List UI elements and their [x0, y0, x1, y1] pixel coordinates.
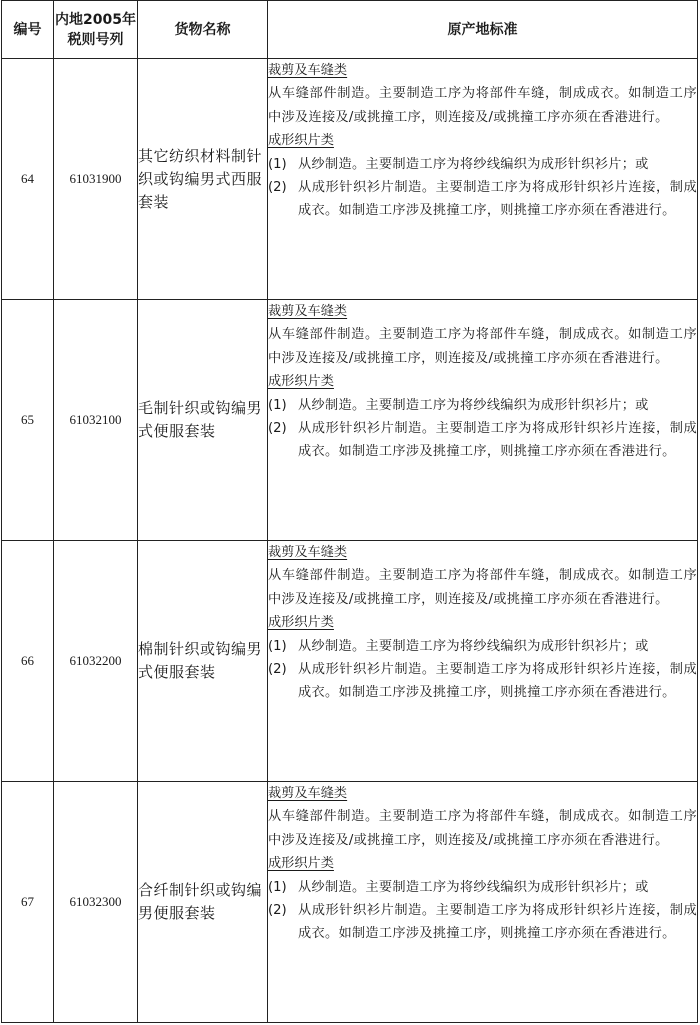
header-tariff-code-line1: 内地2005年	[55, 11, 136, 28]
row-tariff-code: 61032200	[54, 541, 138, 782]
cut-sew-title: 裁剪及车缝类	[268, 545, 348, 560]
cut-sew-text: 从车缝部件制造。主要制造工序为将部件车缝，制成成衣。如制造工序中涉及连接及/或挑撞工序，则连接及/或挑撞工序亦须在香港进行。	[268, 327, 697, 366]
knit-item-1	[268, 153, 697, 176]
row-origin-standard	[268, 541, 698, 782]
cut-sew-text: 从车缝部件制造。主要制造工序为将部件车缝，制成成衣。如制造工序中涉及连接及/或挑撞工序，则连接及/或挑撞工序亦须在香港进行。	[268, 568, 697, 607]
knit-item-2-text: 从成形针织衫片制造。主要制造工序为将成形针织衫片连接，制成成衣。如制造工序涉及挑撞工序，则挑撞工序亦须在香港进行。	[298, 662, 697, 701]
table-row	[2, 541, 698, 782]
knit-item-1-text: 从纱制造。主要制造工序为将纱线编织为成形针织衫片；或	[298, 638, 649, 654]
knit-item-2-text: 从成形针织衫片制造。主要制造工序为将成形针织衫片连接，制成成衣。如制造工序涉及挑撞工序，则挑撞工序亦须在香港进行。	[298, 180, 697, 219]
knit-item-1	[268, 876, 697, 899]
row-number: 66	[2, 541, 54, 782]
knit-panel-title: 成形织片类	[268, 133, 334, 149]
row-goods-name: 毛制针织或钩编男式便服套装	[138, 300, 268, 541]
row-goods-name: 其它纺织材料制针织或钩编男式西服套装	[138, 59, 268, 300]
cut-sew-title: 裁剪及车缝类	[268, 304, 348, 319]
origin-standards-table	[1, 0, 698, 1023]
knit-item-2	[268, 417, 697, 464]
row-tariff-code: 61032100	[54, 300, 138, 541]
knit-item-1-number: (1)	[268, 638, 287, 654]
knit-item-2-number: (2)	[268, 662, 287, 678]
knit-item-1	[268, 635, 697, 658]
knit-panel-title: 成形织片类	[268, 374, 334, 390]
knit-item-1-number: (1)	[268, 156, 287, 172]
knit-item-2	[268, 658, 697, 705]
knit-item-2-number: (2)	[268, 903, 287, 919]
knit-item-2	[268, 899, 697, 946]
knit-item-2-number: (2)	[268, 421, 287, 437]
row-origin-standard	[268, 59, 698, 300]
knit-panel-title: 成形织片类	[268, 615, 334, 631]
knit-item-1-number: (1)	[268, 397, 287, 413]
row-origin-standard	[268, 300, 698, 541]
row-tariff-code: 61031900	[54, 59, 138, 300]
knit-item-1	[268, 394, 697, 417]
header-goods-name: 货物名称	[138, 1, 268, 59]
knit-item-2	[268, 176, 697, 223]
table-row	[2, 300, 698, 541]
row-number: 64	[2, 59, 54, 300]
row-goods-name: 棉制针织或钩编男式便服套装	[138, 541, 268, 782]
knit-item-1-text: 从纱制造。主要制造工序为将纱线编织为成形针织衫片；或	[298, 156, 649, 172]
header-tariff-code-line2: 税则号列	[67, 31, 124, 48]
row-number: 67	[2, 782, 54, 1023]
cut-sew-title: 裁剪及车缝类	[268, 63, 348, 78]
table-header-row	[2, 1, 698, 59]
cut-sew-text: 从车缝部件制造。主要制造工序为将部件车缝，制成成衣。如制造工序中涉及连接及/或挑撞工序，则连接及/或挑撞工序亦须在香港进行。	[268, 809, 697, 848]
knit-panel-title: 成形织片类	[268, 856, 334, 872]
table-row	[2, 782, 698, 1023]
row-origin-standard	[268, 782, 698, 1023]
knit-item-1-number: (1)	[268, 879, 287, 895]
header-tariff-code	[54, 1, 138, 59]
header-origin-standard: 原产地标准	[268, 1, 698, 59]
knit-item-1-text: 从纱制造。主要制造工序为将纱线编织为成形针织衫片；或	[298, 397, 649, 413]
knit-item-1-text: 从纱制造。主要制造工序为将纱线编织为成形针织衫片；或	[298, 879, 649, 895]
row-tariff-code: 61032300	[54, 782, 138, 1023]
cut-sew-text: 从车缝部件制造。主要制造工序为将部件车缝，制成成衣。如制造工序中涉及连接及/或挑撞工序，则连接及/或挑撞工序亦须在香港进行。	[268, 86, 697, 125]
cut-sew-title: 裁剪及车缝类	[268, 786, 348, 801]
knit-item-2-text: 从成形针织衫片制造。主要制造工序为将成形针织衫片连接，制成成衣。如制造工序涉及挑撞工序，则挑撞工序亦须在香港进行。	[298, 903, 697, 942]
knit-item-2-text: 从成形针织衫片制造。主要制造工序为将成形针织衫片连接，制成成衣。如制造工序涉及挑撞工序，则挑撞工序亦须在香港进行。	[298, 421, 697, 460]
table-row	[2, 59, 698, 300]
header-number: 编号	[2, 1, 54, 59]
knit-item-2-number: (2)	[268, 180, 287, 196]
row-goods-name: 合纤制针织或钩编男便服套装	[138, 782, 268, 1023]
row-number: 65	[2, 300, 54, 541]
